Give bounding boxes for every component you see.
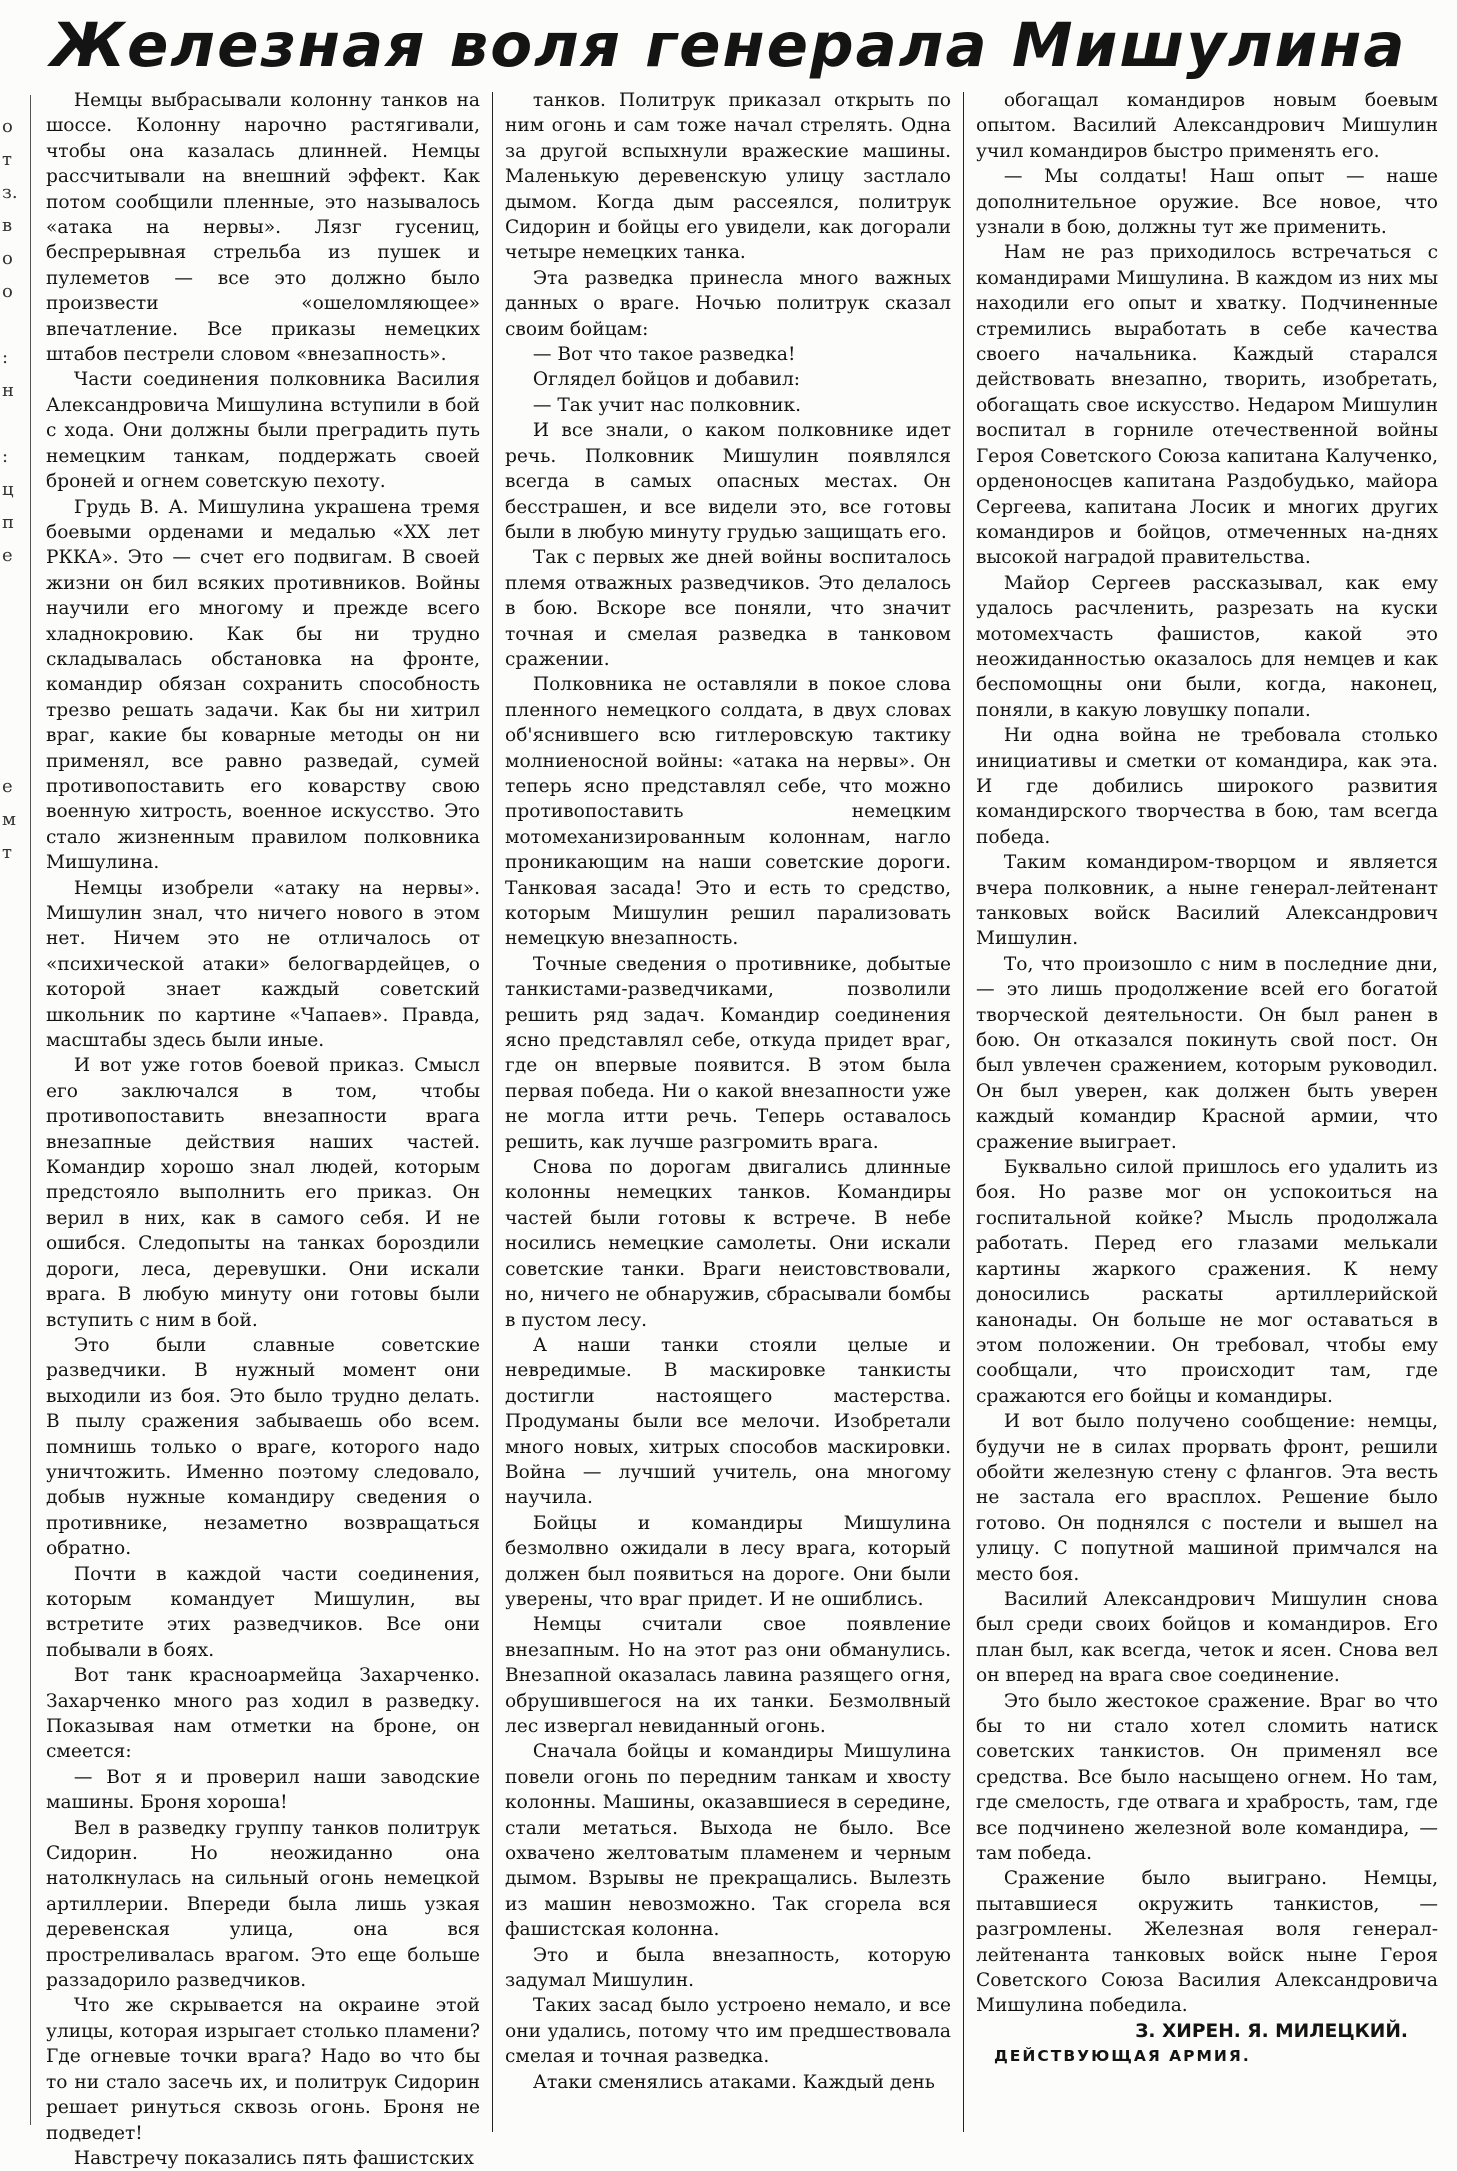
paragraph: Это были славные советские разведчики. В нужный момент они выходили из боя. Это было трудно делать. В пылу сражения забываешь обо всем. помнишь только о враге, которого надо уничтожить. Именно поэтому следовало, добыв нужные командиру сведения о противнике, незаметно возвращаться обратно. <box>46 1334 480 1560</box>
paragraph: Немцы выбрасывали колонну танков на шоссе. Колонну нарочно растягивали, чтобы она казалась длинней. Немцы рассчитывали на внешний эффект. Как потом сообщили пленные, это называлось «атака на нервы». Лязг гусениц, беспрерывная стрельба из пушек и пулеметов — все это должно было произвести «ошеломляющее» впечатление. Все приказы немецких штабов пестрели словом «внезапность». <box>46 90 480 366</box>
margin-fragment: о <box>2 116 13 137</box>
paragraph: Ни одна война не требовала столько инициативы и сметки от командира, как эта. И где добились широкого развития командирского творчества в бою, там всегда победа. <box>976 725 1438 848</box>
paragraph: То, что произошло с ним в последние дни, — это лишь продолжение всей его богатой творческой деятельности. Он был ранен в бою. Он отказался покинуть свой пост. Он был увлечен сражением, которым руководил. Он был уверен, как должен быть уверен каждый командир Красной армии, что сражение выиграет. <box>976 953 1438 1153</box>
paragraph: Майор Сергеев рассказывал, как ему удалось расчленить, разрезать на куски мотомехчасть фашистов, какой это неожиданностью оказалось для немцев и как беспомощны они были, когда, наконец, поняли, в какую ловушку попали. <box>976 572 1438 721</box>
margin-fragment <box>2 308 22 341</box>
margin-fragment: п <box>2 512 14 533</box>
paragraph: Грудь В. А. Мишулина украшена тремя боевыми орденами и медалью «XX лет РККА». Это — счет его подвигам. В своей жизни он бил всяких противников. Войны научили его многому и прежде всего хладнокровию. Как бы ни трудно складывалась обстановка на фронте, командир обязан сохранить способность трезво решать задачи. Как бы ни хитрил враг, какие бы коварные методы он ни применял, все равно разведай, сумей противопоставить его коварству свою военную хитрость, военное искусство. Это стало жизненным правилом полковника Мишулина. <box>46 496 480 874</box>
margin-fragment: о <box>2 248 13 269</box>
article-column-3 <box>976 88 1438 2138</box>
margin-fragment: : <box>2 446 9 467</box>
author-signature: З. ХИРЕН. Я. МИЛЕЦКИЙ. <box>1135 2020 1408 2042</box>
paragraph: А наши танки стояли целые и невредимые. В маскировке танкисты достигли настоящего мастерства. Продуманы были все мелочи. Изобретали много новых, хитрых способов маскировки. Война — лучший учитель, она многому научила. <box>505 1334 951 1509</box>
margin-fragment <box>2 407 22 440</box>
paragraph: танков. Политрук приказал открыть по ним огонь и сам тоже начал стрелять. Одна за другой вспыхнули вражеские машины. Маленькую деревенскую улицу застлало дымом. Когда дым рассеялся, политрук Сидорин и бойцы его увидели, как догорали четыре немецких танка. <box>505 90 951 264</box>
margin-fragment: ц <box>2 479 14 500</box>
paragraph: Таких засад было устроено немало, и все они удались, потому что им предшествовала смелая и точная разведка. <box>505 1995 951 2068</box>
margin-fragment: о <box>2 281 13 302</box>
paragraph: Немцы изобрели «атаку на нервы». Мишулин знал, что ничего нового в этом нет. Ничем это не отличалось от «психической атаки» белогвардейцев, о которой знает каждый советский школьник по картине «Чапаев». Правда, масштабы здесь были иные. <box>46 877 480 1052</box>
margin-fragment: е <box>2 545 13 566</box>
paragraph: Оглядел бойцов и добавил: <box>532 369 801 391</box>
paragraph: обогащал командиров новым боевым опытом. Василий Александрович Мишулин учил командиров быстро применять его. <box>976 90 1438 162</box>
paragraph: — Вот я и проверил наши заводские машины. Броня хороша! <box>46 1766 480 1814</box>
paragraph: Эта разведка принесла много важных данных о враге. Ночью политрук сказал своим бойцам: <box>505 267 951 340</box>
paragraph: И вот было получено сообщение: немцы, будучи не в силах прорвать фронт, решили обойти железную стену с флангов. Эта весть не застала его врасплох. Решение было готово. Он поднялся с постели и вышел на улицу. С попутной машиной примчался на место боя. <box>976 1411 1438 1585</box>
paragraph: Полковника не оставляли в покое слова пленного немецкого солдата, в двух словах об'яснившего всю гитлеровскую тактику молниеносной войны: «атака на нервы». Он теперь ясно представлял себе, что можно противопоставить немецким мотомеханизированным колоннам, нагло проникающим на наши советские дороги. Танковая засада! Это и есть то средство, которым Мишулин решил парализовать немецкую внезапность. <box>505 674 951 950</box>
margin-fragment: т <box>2 149 12 170</box>
paragraph: Навстречу показались пять фашистских <box>73 2147 474 2169</box>
margin-fragment <box>2 671 22 704</box>
margin-fragment: з. <box>2 182 18 203</box>
paragraph: Атаки сменялись атаками. Каждый день <box>532 2071 935 2093</box>
paragraph: — Мы солдаты! Наш опыт — наше дополнительное оружие. Все новое, что узнали в бою, должны тут же применить. <box>976 166 1438 239</box>
paragraph: Почти в каждой части соединения, которым командует Мишулин, вы встретите этих разведчиков. Все они побывали в боях. <box>46 1563 480 1661</box>
margin-fragment: : <box>2 347 9 368</box>
paragraph: Части соединения полковника Василия Александровича Мишулина вступили в бой с хода. Они должны были преградить путь немецким танкам, поддержать своей броней и огнем советскую пехоту. <box>46 369 480 493</box>
margin-fragment <box>2 572 22 605</box>
article-headline: Железная воля генерала Мишулина <box>50 10 1407 81</box>
paragraph: — Вот что такое разведка! <box>532 344 796 366</box>
paragraph: Бойцы и командиры Мишулина безмолвно ожидали в лесу врага, который должен был появиться на дороге. Они были уверены, что враг придет. И не ошиблись. <box>505 1512 951 1610</box>
margin-fragment <box>2 638 22 671</box>
dateline: ДЕЙСТВУЮЩАЯ АРМИЯ. <box>994 2047 1251 2066</box>
paragraph: Вот танк красноармейца Захарченко. Захарченко много раз ходил в разведку. Показывая нам отметки на броне, он смеется: <box>46 1665 480 1763</box>
margin-fragment <box>2 605 22 638</box>
margin-fragment: т <box>2 842 12 863</box>
margin-fragment: е <box>2 776 13 797</box>
paragraph: Нам не раз приходилось встречаться с командирами Мишулина. В каждом из них мы находили его опыт и хватку. Подчиненные стремились выработать в себе качества своего начальника. Каждый старался действовать внезапно, творить, изобретать, обогащать свое искусство. Недаром Мишулин воспитал в горниле отечественной войны Героя Советского Союза капитана Калученко, орденоносцев капитана Раздобудько, майора Сергеева, капитана Лосик и многих других командиров и бойцов, отмеченных на-днях высокой наградой правительства. <box>976 242 1438 569</box>
article-column-2 <box>505 88 951 2138</box>
paragraph: И все знали, о каком полковнике идет речь. Полковник Мишулин появлялся всегда в самых опасных местах. Он бесстрашен, и все видели это, все готовы были в любую минуту грудью защищать его. <box>505 420 951 543</box>
paragraph: — Так учит нас полковник. <box>532 394 802 416</box>
paragraph: Что же скрывается на окраине этой улицы, которая изрыгает столько пламени? Где огневые точки врага? Надо во что бы то ни стало засечь их, и политрук Сидорин решает ринуться сквозь огонь. Броня не подведет! <box>46 1995 480 2144</box>
margin-fragment <box>2 737 22 770</box>
paragraph: Это было жестокое сражение. Враг во что бы то ни стало хотел сломить натиск советских танкистов. Он применял все средства. Все было насыщено огнем. Но там, где смелость, где отвага и храбрость, там, где все подчинено железной воле командира, — там победа. <box>976 1690 1438 1865</box>
paragraph: Так с первых же дней войны воспиталось племя отважных разведчиков. Это делалось в бою. Вскоре все поняли, что значит точная и смелая разведка в танковом сражении. <box>505 547 951 670</box>
paragraph: Снова по дорогам двигались длинные колонны немецких танков. Командиры частей были готовы к встрече. В небе носились немецкие самолеты. Они искали советские танки. Враги неистовствовали, но, ничего не обнаружив, сбрасывали бомбы в пустом лесу. <box>505 1157 951 1331</box>
paragraph: Точные сведения о противнике, добытые танкистами-разведчиками, позволили решить ряд задач. Командир соединения ясно представлял себе, откуда придет враг, где он впервые появится. В этом была первая победа. Ни о какой внезапности уже не могла итти речь. Теперь оставалось решить, как лучше разгромить врага. <box>505 953 951 1153</box>
paragraph: И вот уже готов боевой приказ. Смысл его заключался в том, чтобы противопоставить внезапности врага внезапные действия наших частей. Командир хорошо знал людей, которым предстояло выполнить его приказ. Он верил в них, как в самого себя. И не ошибся. Следопыты на танках бороздили дороги, леса, деревушки. Они искали врага. В любую минуту они готовы были вступить с ним в бой. <box>46 1055 480 1331</box>
article-column-1 <box>46 88 480 2169</box>
column-rule-left <box>30 95 31 2125</box>
paragraph: Таким командиром-творцом и является вчера полковник, а ныне генерал-лейтенант танковых войск Василий Александрович Мишулин. <box>976 852 1438 950</box>
margin-fragment: н <box>2 380 14 401</box>
margin-fragment: в <box>2 215 13 236</box>
article-column-3-body <box>976 88 1438 2019</box>
margin-fragment: м <box>2 809 17 830</box>
paragraph: Сначала бойцы и командиры Мишулина повели огонь по передним танкам и хвосту колонны. Машины, оказавшиеся в середине, стали метаться. Выхода не было. Все охвачено желтоватым пламенем и черным дымом. Взрывы не прекращались. Вылезть из машин невозможно. Так сгорела вся фашистская колонна. <box>505 1741 951 1941</box>
paragraph: Вел в разведку группу танков политрук Сидорин. Но неожиданно она натолкнулась на сильный огонь немецкой артиллерии. Впереди была лишь узкая деревенская улица, она вся простреливалась врагом. Это еще больше раззадорило разведчиков. <box>46 1817 480 1992</box>
paragraph: Сражение было выиграно. Немцы, пытавшиеся окружить танкистов, — разгромлены. Железная воля генерал-лейтенанта танковых войск ныне Героя Советского Союза Василия Александровича Мишулина победила. <box>976 1868 1438 2017</box>
paragraph: Василий Александрович Мишулин снова был среди своих бойцов и командиров. Его план был, как всегда, четок и ясен. Снова вел он вперед на врага свое соединение. <box>976 1588 1438 1687</box>
paragraph: Немцы считали свое появление внезапным. Но на этот раз они обманулись. Внезапной оказалась лавина разящего огня, обрушившегося на их танки. Безмолвный лес извергал невиданный огонь. <box>505 1614 951 1737</box>
clipped-margin-text <box>2 110 22 869</box>
column-divider-1 <box>492 92 493 2132</box>
column-divider-2 <box>963 92 964 2132</box>
margin-fragment <box>2 704 22 737</box>
paragraph: Буквально силой пришлось его удалить из боя. Но разве мог он успокоиться на госпитальной койке? Мысль продолжала работать. Перед его глазами мелькали картины жаркого сражения. К нему доносились раскаты артиллерийской канонады. Он больше не мог оставаться в этом положении. Он требовал, чтобы ему сообщали, что происходит там, где сражаются его бойцы и командиры. <box>976 1157 1438 1407</box>
paragraph: Это и была внезапность, которую задумал Мишулин. <box>505 1944 951 1992</box>
